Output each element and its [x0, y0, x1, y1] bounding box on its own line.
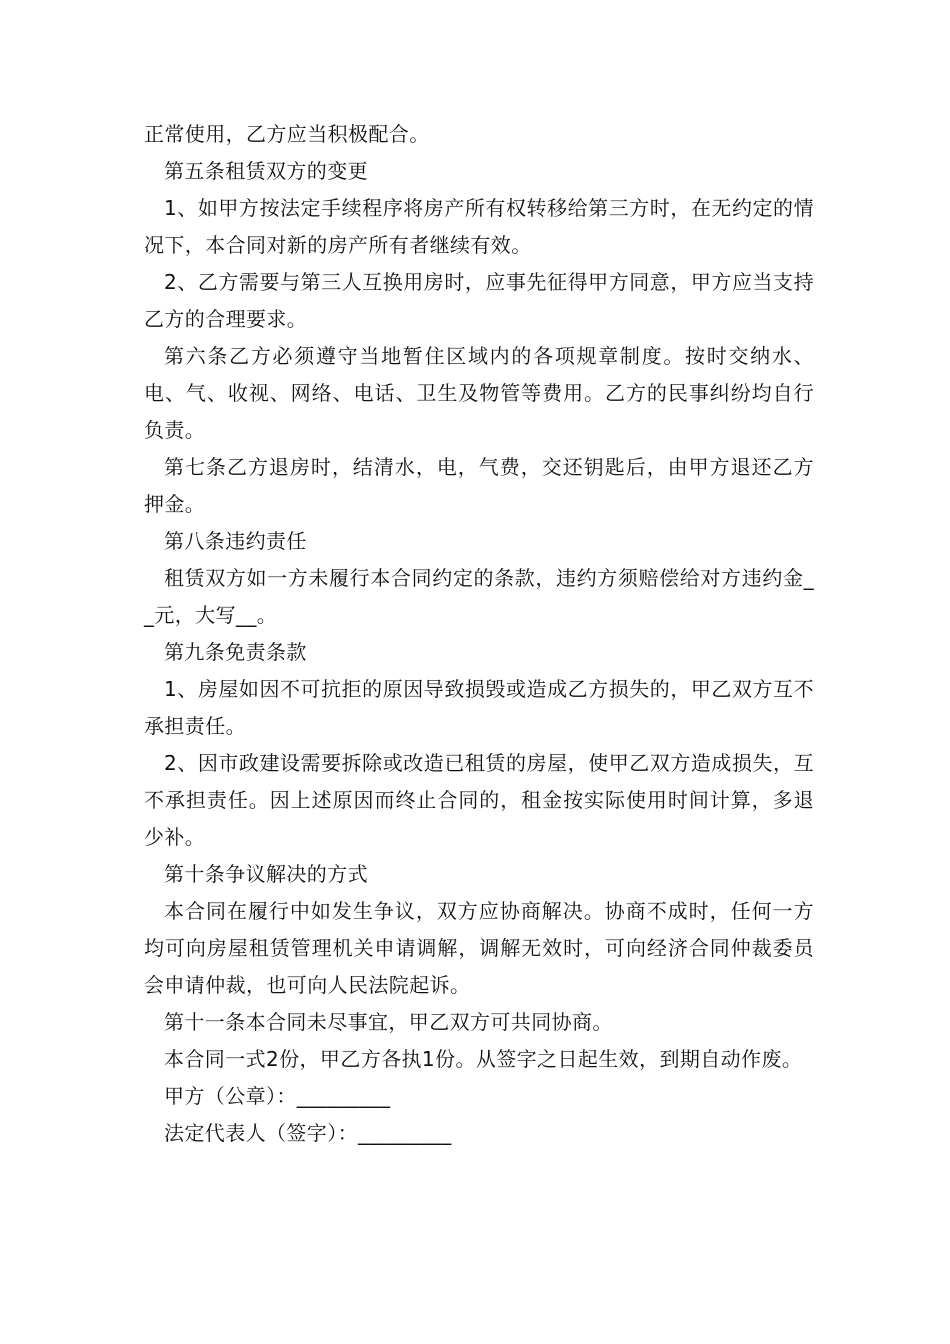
article-8-heading: 第八条违约责任: [164, 529, 307, 553]
article-10-text: 本合同在履行中如发生争议，双方应协商解决。协商不成时，任何一方均可向房屋租赁管理机关申请调解，调解无效时，可向经济合同仲裁委员会申请仲裁，也可向人民法院起诉。: [144, 899, 814, 997]
article-5-clause-1: 1、如甲方按法定手续程序将房产所有权转移给第三方时，在无约定的情况下，本合同对新的房产所有者继续有效。: [144, 196, 814, 257]
document-body: [144, 116, 814, 1152]
paragraph-continuation: 正常使用，乙方应当积极配合。: [144, 122, 430, 146]
article-9-clause-2: 2、因市政建设需要拆除或改造已租赁的房屋，使甲乙双方造成损失，互不承担责任。因上述原因而终止合同的，租金按实际使用时间计算，多退少补。: [144, 751, 814, 849]
party-a-seal-line: 甲方（公章）：_________: [164, 1084, 391, 1108]
article-6: 第六条乙方必须遵守当地暂住区域内的各项规章制度。按时交纳水、电、气、收视、网络、电话、卫生及物管等费用。乙方的民事纠纷均自行负责。: [144, 344, 814, 442]
article-10-heading: 第十条争议解决的方式: [164, 862, 368, 886]
article-5-clause-2: 2、乙方需要与第三人互换用房时，应事先征得甲方同意，甲方应当支持乙方的合理要求。: [144, 270, 814, 331]
article-7: 第七条乙方退房时，结清水，电，气费，交还钥匙后，由甲方退还乙方押金。: [144, 455, 814, 516]
article-9-clause-1: 1、房屋如因不可抗拒的原因导致损毁或造成乙方损失的，甲乙双方互不承担责任。: [144, 677, 814, 738]
copies-clause: 本合同一式2份，甲乙方各执1份。从签字之日起生效，到期自动作废。: [164, 1047, 803, 1071]
legal-representative-signature-line: 法定代表人（签字）：_________: [164, 1121, 452, 1145]
article-8-text: 租赁双方如一方未履行本合同约定的条款，违约方须赔偿给对方违约金__元，大写__。: [144, 566, 814, 627]
article-11: 第十一条本合同未尽事宜，甲乙双方可共同协商。: [164, 1010, 613, 1034]
article-5-heading: 第五条租赁双方的变更: [164, 159, 368, 183]
article-9-heading: 第九条免责条款: [164, 640, 307, 664]
